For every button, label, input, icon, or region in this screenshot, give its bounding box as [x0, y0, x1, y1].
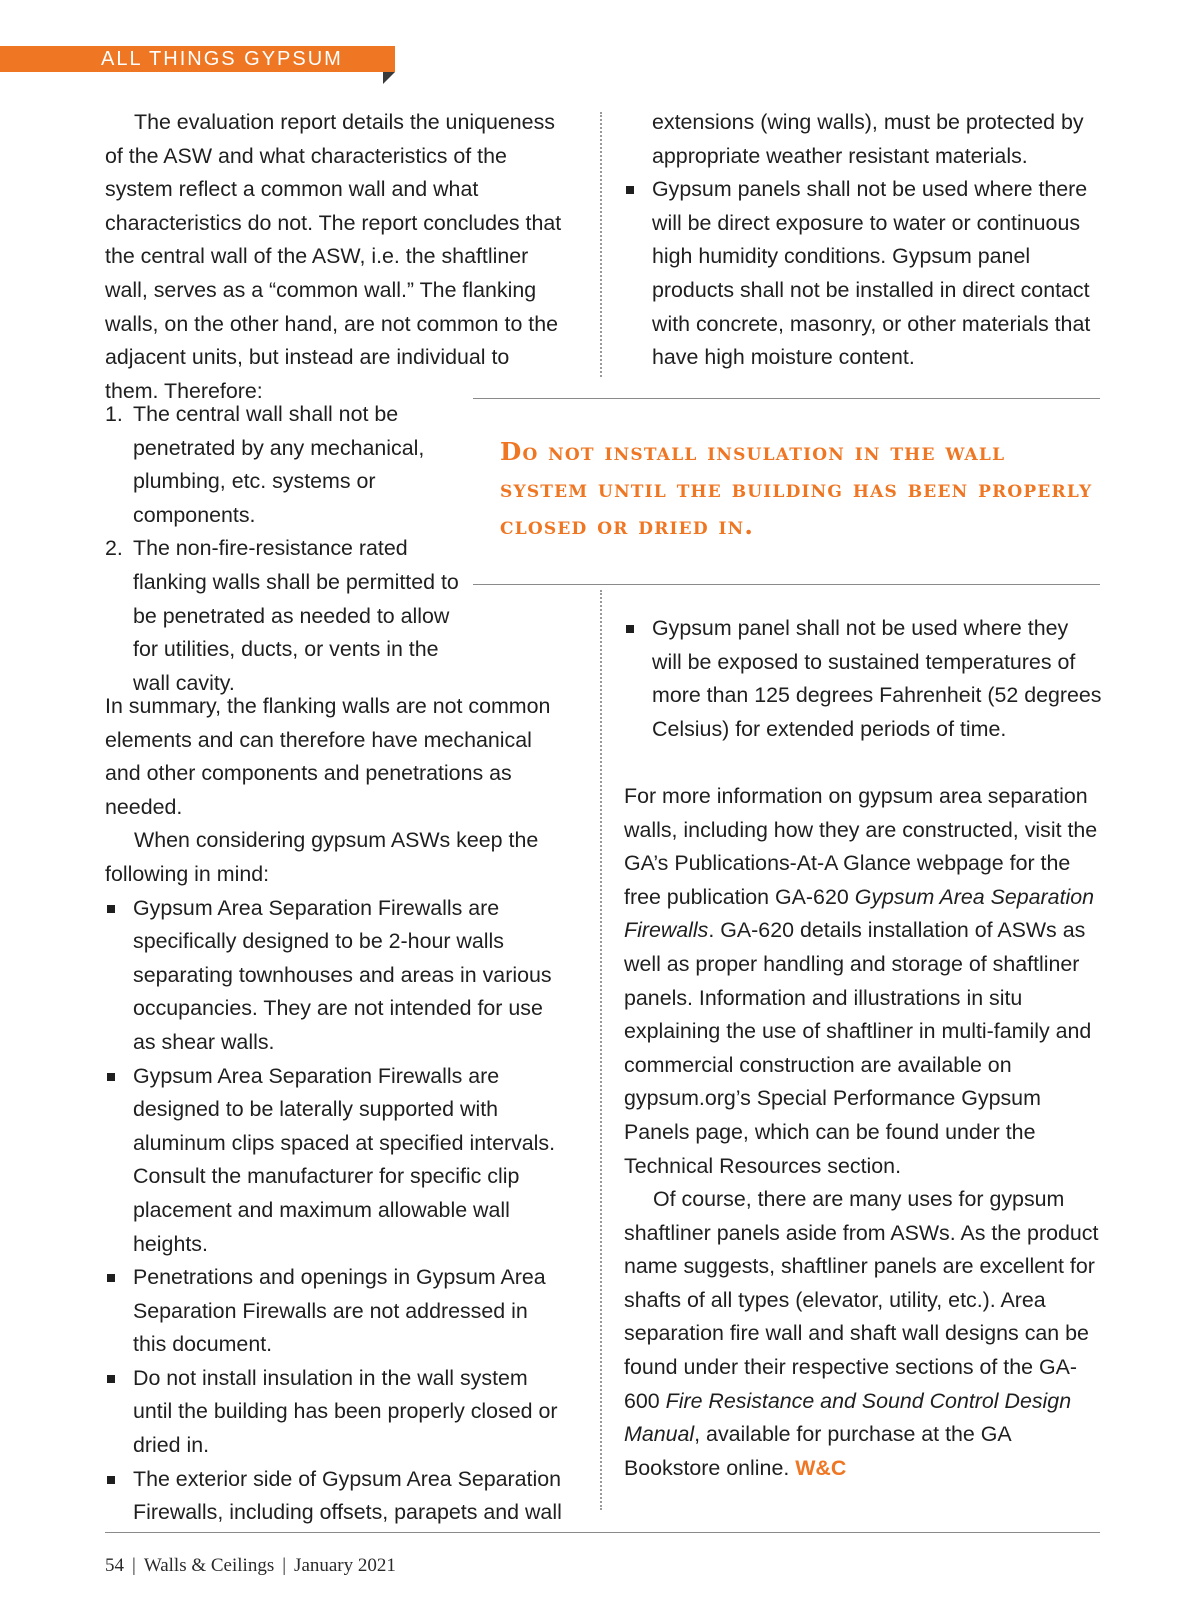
bullet-item: Penetrations and openings in Gypsum Area Separation Firewalls are not addressed in this document.: [105, 1261, 565, 1362]
bullet-item: Gypsum Area Separation Firewalls are designed to be laterally supported with aluminum clips spaced at specified intervals. Consult the manufacturer for specific clip placement and maximum allowable wall heights.: [105, 1060, 565, 1262]
column-divider-bottom: [600, 590, 602, 1510]
right-column-top: [624, 106, 1102, 375]
numbered-item-1: [105, 398, 435, 532]
footer-separator: |: [282, 1555, 287, 1576]
summary-paragraph: In summary, the flanking walls are not common elements and can therefore have mechanical and other components and penetrations as needed.: [105, 694, 551, 819]
closing-text-cont: , available for purchase at the GA Bookstore online.: [624, 1422, 1011, 1480]
right-bottom-list: [624, 612, 1102, 746]
bullet-item: Gypsum panels shall not be used where there will be direct exposure to water or continuous high humidity conditions. Gypsum panel products shall not be installed in direct contact with concrete, masonry, or other materials that have high moisture content.: [624, 173, 1102, 375]
intro-paragraph: The evaluation report details the uniqueness of the ASW and what characteristics of the system reflect a common wall and what characteristics do not. The report concludes that the central wall of the ASW, i.e. the shaftliner wall, serves as a “common wall.” The flanking walls, on the other hand, are not common to the adjacent units, but instead are individual to them. Therefore:: [105, 110, 562, 403]
pullquote-bottom-rule: [473, 584, 1100, 585]
bullet-item: The exterior side of Gypsum Area Separation Firewalls, including offsets, parapets and wall: [105, 1463, 565, 1530]
numbered-list: [105, 398, 459, 700]
numbered-item-2: [105, 532, 463, 700]
item-number: 2.: [105, 536, 123, 561]
item-text: The non-fire-resistance rated flanking walls shall be permitted to be penetrated as needed to allow for utilities, ducts, or vents in the wall cavity.: [133, 536, 459, 695]
bullet-item: Do not install insulation in the wall system until the building has been properly closed or dried in.: [105, 1362, 565, 1463]
issue-date: January 2021: [294, 1555, 396, 1576]
tab-fold-decoration: [383, 72, 395, 84]
publication-name: Walls & Ceilings: [143, 1555, 275, 1576]
closing-text: Of course, there are many uses for gypsum shaftliner panels aside from ASWs. As the product name suggests, shaftliner panels are excellent for shafts of all types (elevator, utility, etc.). Area separation fire wall and shaft wall designs can be found under their respective sections of the GA-600: [624, 1187, 1099, 1413]
right-column-bottom: [624, 612, 1102, 1485]
manual-title: Fire Resistance and Sound Control Design Manual: [624, 1388, 1072, 1447]
closing-paragraph: [624, 1183, 1102, 1485]
column-divider-top: [600, 112, 602, 377]
bullet-item: Gypsum panel shall not be used where they will be exposed to sustained temperatures of more than 125 degrees Fahrenheit (52 degrees Celsius) for extended periods of time.: [624, 612, 1102, 746]
left-column-top: [105, 106, 575, 408]
section-label: ALL THINGS GYPSUM: [101, 48, 343, 70]
left-column-bottom: [105, 690, 565, 1530]
footer-separator: |: [132, 1555, 136, 1576]
item-number: 1.: [105, 402, 123, 426]
more-info-paragraph: [624, 780, 1102, 1183]
publication-title: Gypsum Area Separation Firewalls: [624, 884, 1095, 943]
more-info-text: For more information on gypsum area separation walls, including how they are constructed, visit the GA’s Publications-At-A Glance webpage for the free publication GA-620: [624, 783, 1098, 909]
page-number: 54: [105, 1555, 124, 1576]
continued-bullet-text: extensions (wing walls), must be protected by appropriate weather resistant materials.: [652, 110, 1084, 168]
footer-rule: [105, 1532, 1100, 1533]
page-footer: [105, 1555, 396, 1577]
pullquote-top-rule: [473, 398, 1100, 399]
pull-quote: Do not install insulation in the wall system until the building has been properly closed or dried in.: [500, 437, 1093, 540]
section-header-tab: [0, 46, 395, 72]
considering-paragraph: When considering gypsum ASWs keep the following in mind:: [105, 828, 539, 886]
considerations-list: [105, 892, 565, 1530]
numbered-list-block: [105, 398, 459, 700]
end-mark: W&C: [795, 1455, 847, 1480]
more-info-text-cont: . GA-620 details installation of ASWs as well as proper handling and storage of shaftliner panels. Information and illustrations in situ explaining the use of shaftliner in multi-family and commercial construction are available on gypsum.org’s Special Performance Gypsum Panels page, which can be found under the Technical Resources section.: [624, 918, 1092, 1178]
item-text: The central wall shall not be penetrated by any mechanical, plumbing, etc. systems or components.: [133, 402, 425, 527]
right-top-list: [624, 173, 1102, 375]
bullet-item: Gypsum Area Separation Firewalls are specifically designed to be 2-hour walls separating townhouses and areas in various occupancies. They are not intended for use as shear walls.: [105, 892, 565, 1060]
